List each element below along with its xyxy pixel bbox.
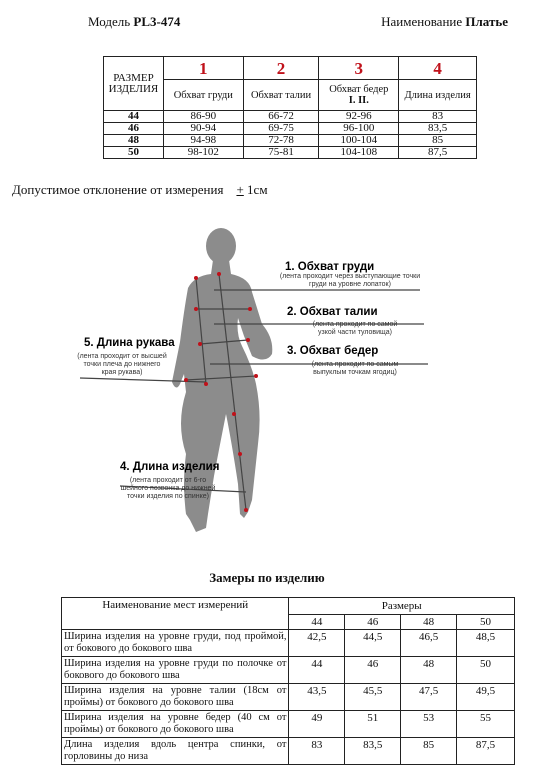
product-name-value: Платье [465,14,508,29]
size-col: 46 [345,615,401,630]
table-row: 50 98-102 75-81 104-108 87,5 [104,147,477,159]
table-row: Ширина изделия на уровне груди, под проймой, от бокового до бокового шва 42,5 44,5 46,5 48,5 [62,630,515,657]
col-title: Обхват груди [163,80,243,111]
col-title: Обхват талии [243,80,319,111]
tolerance-note [12,182,268,198]
tolerance-text: Допустимое отклонение от измерения [12,182,224,197]
size-header: РАЗМЕР ИЗДЕЛИЯ [104,57,164,111]
table-row: 44 86-90 66-72 92-96 83 [104,111,477,123]
table-row: Ширина изделия на уровне талии (18см от проймы) от бокового до бокового шва 43,5 45,5 47,5 49,5 [62,684,515,711]
note-length-1: (лента проходит от 6-го [129,477,207,484]
label-sleeve: 5. Длина рукава [84,337,175,349]
note-sleeve-2: точки плеча до нижнего [83,361,161,368]
sizes-header: Размеры [289,598,515,615]
col-title: Длина изделия [399,80,477,111]
measurement-figure [0,214,534,554]
model-code: PL3-474 [133,14,181,29]
table-row: Ширина изделия на уровне бедер (40 см от проймы) от бокового до бокового шва 49 51 53 55 [62,711,515,738]
col-number: 2 [243,57,319,80]
measurements-table [61,597,515,765]
measurements-title: Замеры по изделию [209,570,325,585]
size-col: 50 [457,615,515,630]
size-col: 48 [401,615,457,630]
table-row: Ширина изделия на уровне груди по полочке от бокового до бокового шва 44 46 48 50 [62,657,515,684]
note-hips-1: (лента проходит по самым [311,361,399,368]
col-title: Обхват бедер I. II. [319,80,399,111]
table-row: Длина изделия вдоль центра спинки, от горловины до низа 83 83,5 85 87,5 [62,738,515,765]
note-sleeve-3: края рукава) [101,369,143,376]
name-header: Наименование мест измерений [62,598,289,630]
note-length-3: точки изделия по спинке) [127,493,209,500]
product-name-label: Наименование [381,14,463,29]
note-sleeve-1: (лента проходит от высшей [77,353,167,360]
note-length-2: шейного позвонка до нижней [120,485,216,492]
model-line [88,14,180,30]
label-waist: 2. Обхват талии [287,306,378,318]
note-waist-2: узкой части туловища) [318,329,392,336]
note-chest-2: груди на уровне лопаток) [309,281,391,288]
model-label: Модель [88,14,131,29]
note-chest-1: (лента проходит через выступающие точки [279,273,421,280]
tolerance-sign: + [236,182,244,197]
size-col: 44 [289,615,345,630]
col-number: 3 [319,57,399,80]
table-row: 46 90-94 69-75 96-100 83,5 [104,123,477,135]
col-number: 4 [399,57,477,80]
label-chest: 1. Обхват груди [285,261,375,273]
note-waist-1: (лента проходит по самой [312,321,398,328]
size-table [103,56,477,159]
label-length: 4. Длина изделия [120,461,220,473]
product-name-line [381,14,508,30]
label-hips: 3. Обхват бедер [287,345,379,357]
col-number: 1 [163,57,243,80]
table-row: 48 94-98 72-78 100-104 85 [104,135,477,147]
note-hips-2: выпуклым точкам ягодиц) [313,369,397,376]
tolerance-value: 1см [247,182,268,197]
